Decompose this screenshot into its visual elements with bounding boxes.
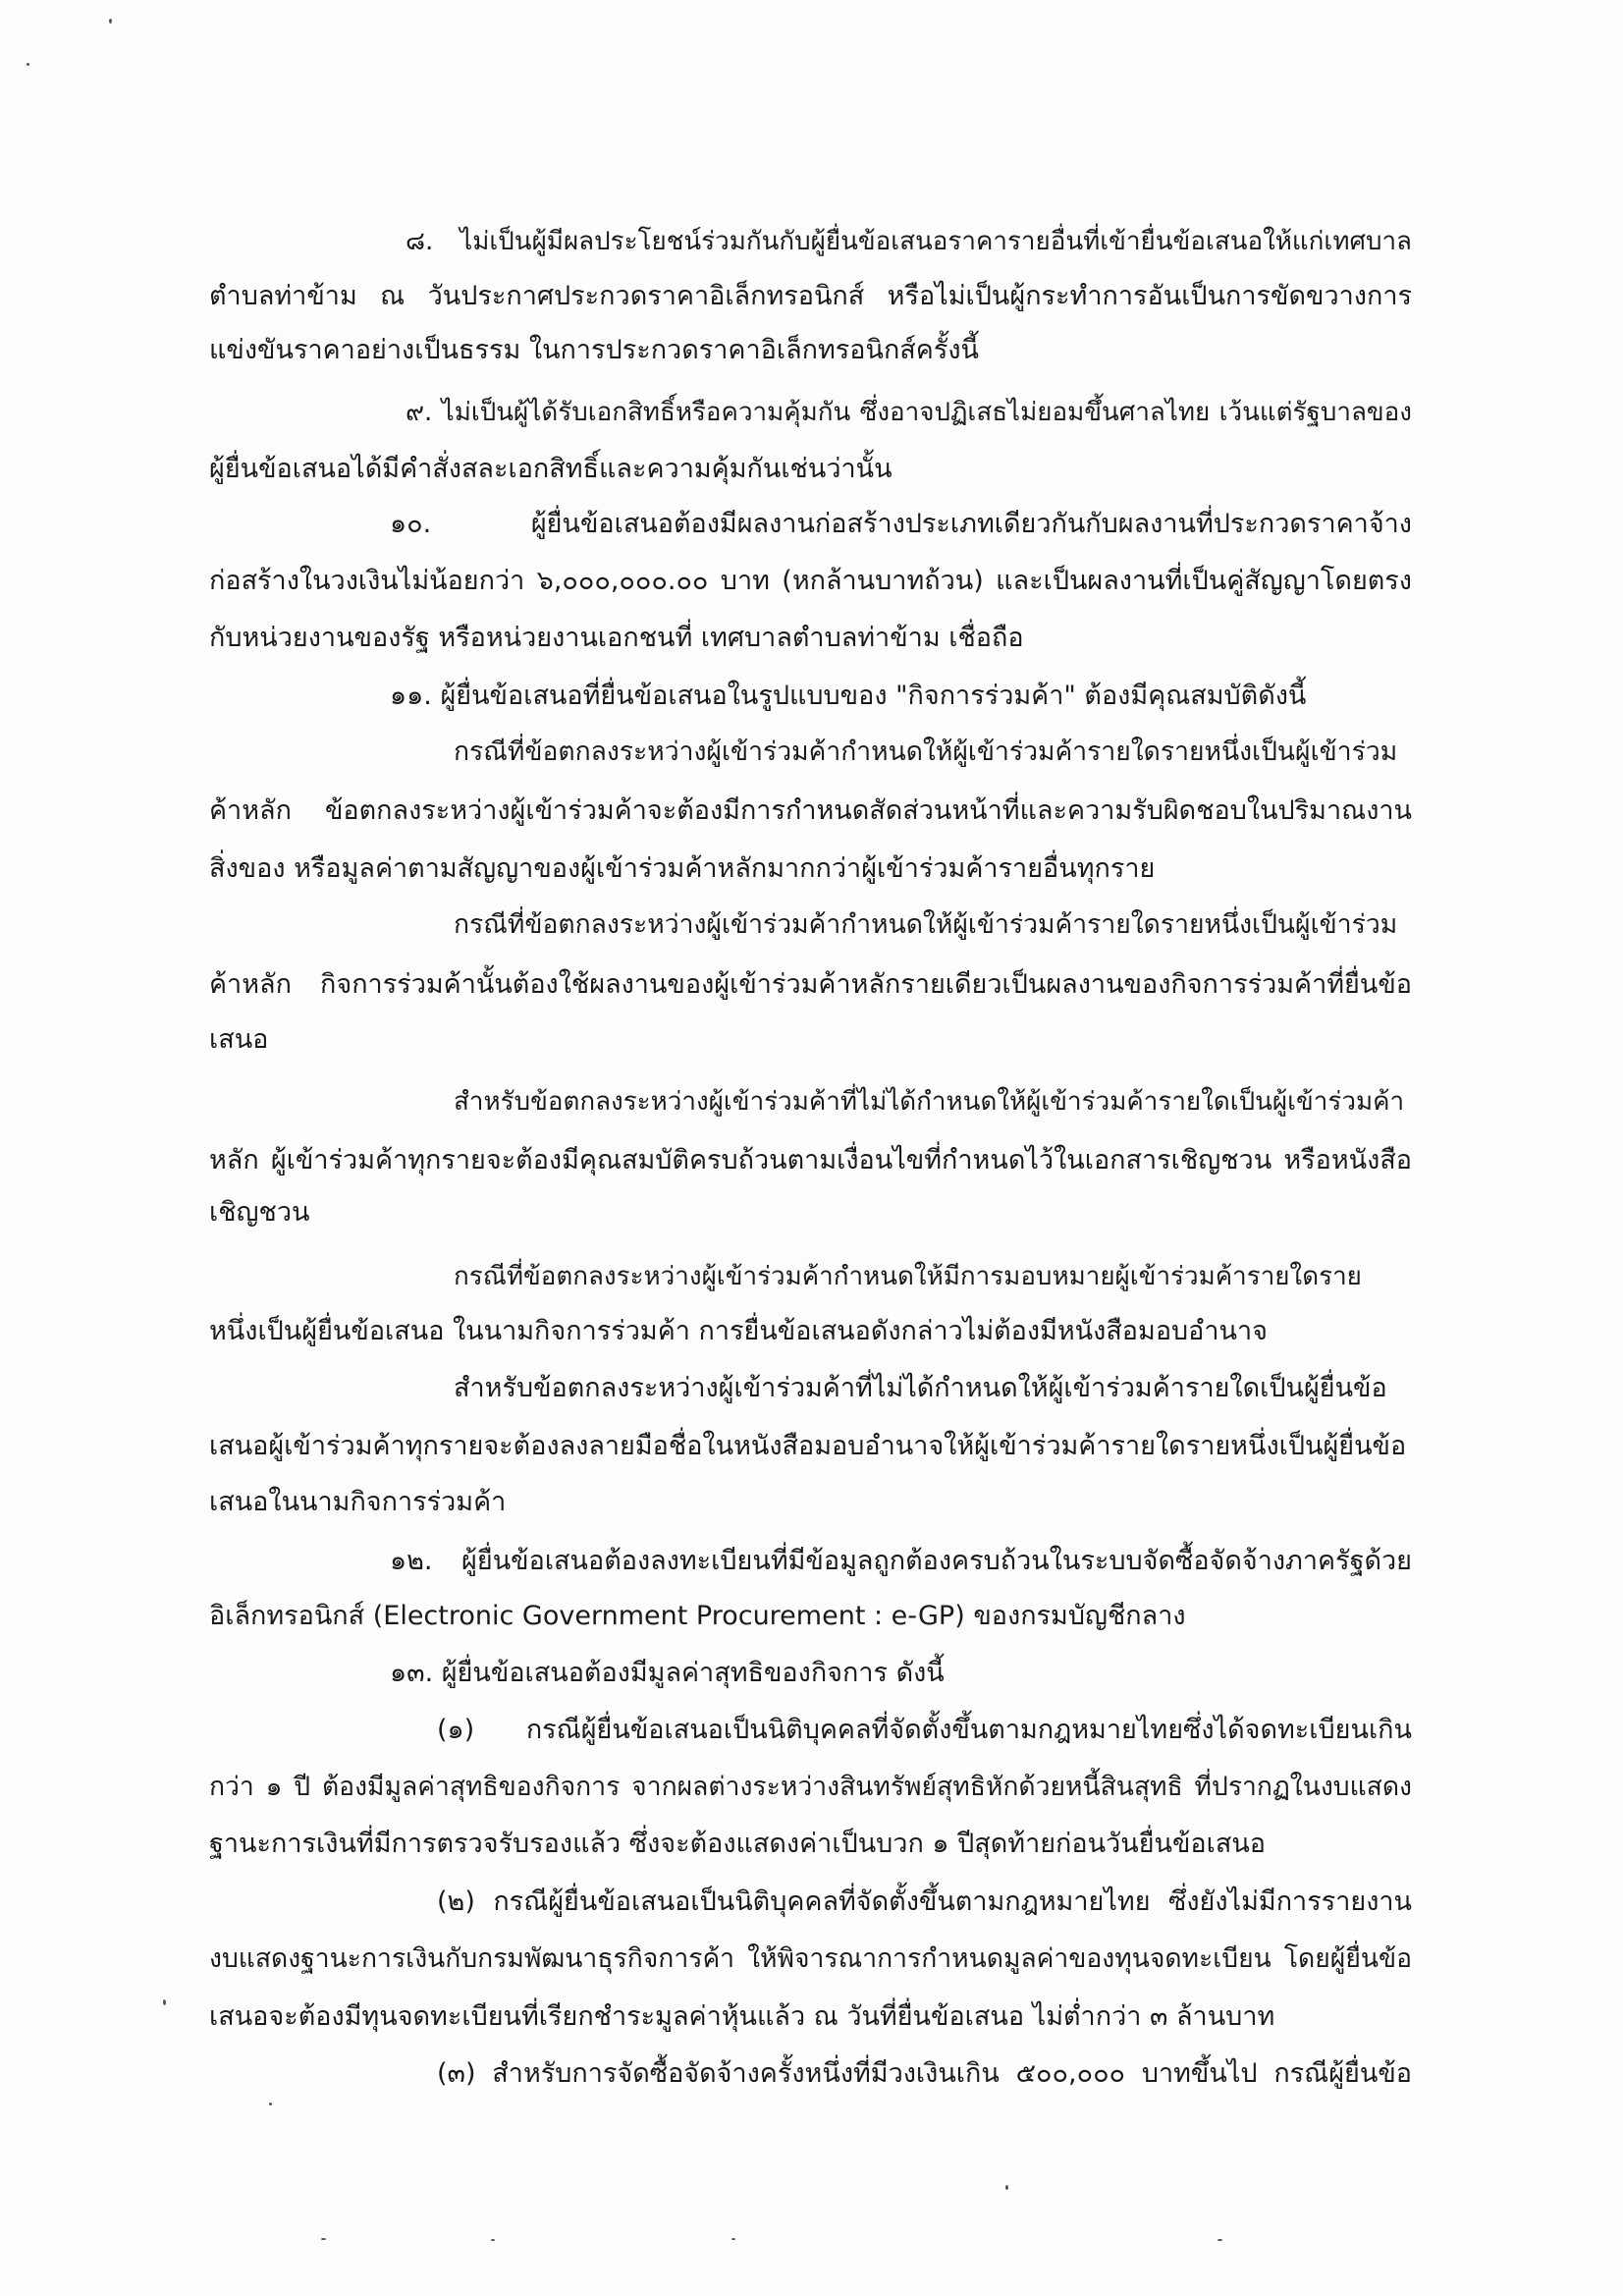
- clause-11-para-2-line-2: ค้าหลัก กิจการร่วมค้านั้นต้องใช้ผลงานของผู้เข้าร่วมค้าหลักรายเดียวเป็นผลงานของกิจการร่วมค้าที่ยื่นข้อ: [209, 969, 1412, 1000]
- scan-speck: [27, 63, 29, 66]
- clause-11-para-3-line-1: สำหรับข้อตกลงระหว่างผู้เข้าร่วมค้าที่ไม่ได้กำหนดให้ผู้เข้าร่วมค้ารายใดเป็นผู้เข้าร่วมค้า: [454, 1087, 1405, 1117]
- clause-10-line-1: ๑๐. ผู้ยื่นข้อเสนอต้องมีผลงานก่อสร้างประเภทเดียวกันกับผลงานที่ประกวดราคาจ้าง: [390, 509, 1412, 539]
- scan-speck: [269, 2103, 272, 2105]
- scan-speck: [321, 2238, 326, 2240]
- clause-11-para-5-line-2: เสนอผู้เข้าร่วมค้าทุกรายจะต้องลงลายมือชื่อในหนังสือมอบอำนาจให้ผู้เข้าร่วมค้ารายใดรายหนึ่งเป็นผู้ยื่นข้อ: [209, 1431, 1407, 1461]
- scan-speck: [109, 19, 112, 24]
- clause-8-line-2: ตำบลท่าข้าม ณ วันประกาศประกวดราคาอิเล็กทรอนิกส์ หรือไม่เป็นผู้กระทำการอันเป็นการขัดขวางการ: [209, 281, 1412, 311]
- clause-13-item-2-line-2: งบแสดงฐานะการเงินกับกรมพัฒนาธุรกิจการค้า ให้พิจารณาการกำหนดมูลค่าของทุนจดทะเบียน โดยผู้ยื่นข้อ: [209, 1943, 1412, 1974]
- scan-speck: [491, 2239, 495, 2241]
- clause-9-line-1: ๙. ไม่เป็นผู้ได้รับเอกสิทธิ์หรือความคุ้มกัน ซึ่งอาจปฏิเสธไม่ยอมขึ้นศาลไทย เว้นแต่รัฐบาลของ: [406, 398, 1412, 427]
- clause-13-item-1-line-2: กว่า ๑ ปี ต้องมีมูลค่าสุทธิของกิจการ จากผลต่างระหว่างสินทรัพย์สุทธิหักด้วยหนี้สินสุทธิ ที่ปรากฏในงบแสดง: [209, 1772, 1412, 1802]
- clause-11-para-5-line-1: สำหรับข้อตกลงระหว่างผู้เข้าร่วมค้าที่ไม่ได้กำหนดให้ผู้เข้าร่วมค้ารายใดเป็นผู้ยื่นข้อ: [454, 1373, 1387, 1403]
- clause-11-para-5-line-3: เสนอในนามกิจการร่วมค้า: [209, 1487, 507, 1517]
- clause-11-para-4-line-2: หนึ่งเป็นผู้ยื่นข้อเสนอ ในนามกิจการร่วมค้า การยื่นข้อเสนอดังกล่าวไม่ต้องมีหนังสือมอบอำนาจ: [209, 1316, 1268, 1346]
- clause-10-line-2: ก่อสร้างในวงเงินไม่น้อยกว่า ๖,๐๐๐,๐๐๐.๐๐ บาท (หกล้านบาทถ้วน) และเป็นผลงานที่เป็นคู่สัญญาโดยตรง: [209, 566, 1412, 596]
- scan-speck: [163, 1999, 166, 2005]
- clause-11-heading: ๑๑. ผู้ยื่นข้อเสนอที่ยื่นข้อเสนอในรูปแบบของ "กิจการร่วมค้า" ต้องมีคุณสมบัติดังนี้: [390, 681, 1307, 711]
- clause-11-para-4-line-1: กรณีที่ข้อตกลงระหว่างผู้เข้าร่วมค้ากำหนดให้มีการมอบหมายผู้เข้าร่วมค้ารายใดราย: [454, 1262, 1362, 1291]
- clause-11-para-1-line-1: กรณีที่ข้อตกลงระหว่างผู้เข้าร่วมค้ากำหนดให้ผู้เข้าร่วมค้ารายใดรายหนึ่งเป็นผู้เข้าร่วม: [454, 737, 1398, 767]
- clause-12-line-1: ๑๒. ผู้ยื่นข้อเสนอต้องลงทะเบียนที่มีข้อมูลถูกต้องครบถ้วนในระบบจัดซื้อจัดจ้างภาครัฐด้วย: [390, 1546, 1412, 1576]
- clause-11-para-2-line-1: กรณีที่ข้อตกลงระหว่างผู้เข้าร่วมค้ากำหนดให้ผู้เข้าร่วมค้ารายใดรายหนึ่งเป็นผู้เข้าร่วม: [454, 909, 1398, 940]
- clause-12-line-2: อิเล็กทรอนิกส์ (Electronic Government Procurement : e-GP) ของกรมบัญชีกลาง: [209, 1601, 1186, 1631]
- scan-speck: [731, 2238, 735, 2240]
- clause-13-item-3-line-1: (๓) สำหรับการจัดซื้อจัดจ้างครั้งหนึ่งที่มีวงเงินเกิน ๕๐๐,๐๐๐ บาทขึ้นไป กรณีผู้ยื่นข้อ: [437, 2058, 1412, 2089]
- clause-11-para-3-line-2: หลัก ผู้เข้าร่วมค้าทุกรายจะต้องมีคุณสมบัติครบถ้วนตามเงื่อนไขที่กำหนดไว้ในเอกสารเชิญชวน หรือหนังสือ: [209, 1145, 1412, 1175]
- clause-13-item-2-line-1: (๒) กรณีผู้ยื่นข้อเสนอเป็นนิติบุคคลที่จัดตั้งขึ้นตามกฎหมายไทย ซึ่งยังไม่มีการรายงาน: [437, 1886, 1412, 1917]
- clause-8-line-1: ๘. ไม่เป็นผู้มีผลประโยชน์ร่วมกันกับผู้ยื่นข้อเสนอราคารายอื่นที่เข้ายื่นข้อเสนอให้แก่เทศบาล: [406, 227, 1412, 256]
- clause-11-para-1-line-2: ค้าหลัก ข้อตกลงระหว่างผู้เข้าร่วมค้าจะต้องมีการกำหนดสัดส่วนหน้าที่และความรับผิดชอบในปริมาณงาน: [209, 795, 1412, 826]
- scan-speck: [1217, 2239, 1222, 2241]
- clause-13-item-1-line-1: (๑) กรณีผู้ยื่นข้อเสนอเป็นนิติบุคคลที่จัดตั้งขึ้นตามกฎหมายไทยซึ่งได้จดทะเบียนเกิน: [437, 1715, 1412, 1745]
- clause-11-para-2-line-3: เสนอ: [209, 1024, 269, 1055]
- clause-11-para-1-line-3: สิ่งของ หรือมูลค่าตามสัญญาของผู้เข้าร่วมค้าหลักมากกว่าผู้เข้าร่วมค้ารายอื่นทุกราย: [209, 853, 1156, 884]
- clause-8-line-3: แข่งขันราคาอย่างเป็นธรรม ในการประกวดราคาอิเล็กทรอนิกส์ครั้งนี้: [209, 335, 979, 365]
- clause-10-line-3: กับหน่วยงานของรัฐ หรือหน่วยงานเอกชนที่ เทศบาลตำบลท่าข้าม เชื่อถือ: [209, 623, 1024, 653]
- clause-13-item-2-line-3: เสนอจะต้องมีทุนจดทะเบียนที่เรียกชำระมูลค่าหุ้นแล้ว ณ วันที่ยื่นข้อเสนอ ไม่ต่ำกว่า ๓ ล้านบาท: [209, 2001, 1275, 2032]
- clause-13-item-1-line-3: ฐานะการเงินที่มีการตรวจรับรองแล้ว ซึ่งจะต้องแสดงค่าเป็นบวก ๑ ปีสุดท้ายก่อนวันยื่นข้อเสนอ: [209, 1829, 1267, 1859]
- scan-speck: [1005, 2185, 1008, 2190]
- clause-11-para-3-line-3: เชิญชวน: [209, 1197, 310, 1228]
- clause-13-heading: ๑๓. ผู้ยื่นข้อเสนอต้องมีมูลค่าสุทธิของกิจการ ดังนี้: [390, 1658, 945, 1688]
- clause-9-line-2: ผู้ยื่นข้อเสนอได้มีคำสั่งสละเอกสิทธิ์และความคุ้มกันเช่นว่านั้น: [209, 454, 893, 484]
